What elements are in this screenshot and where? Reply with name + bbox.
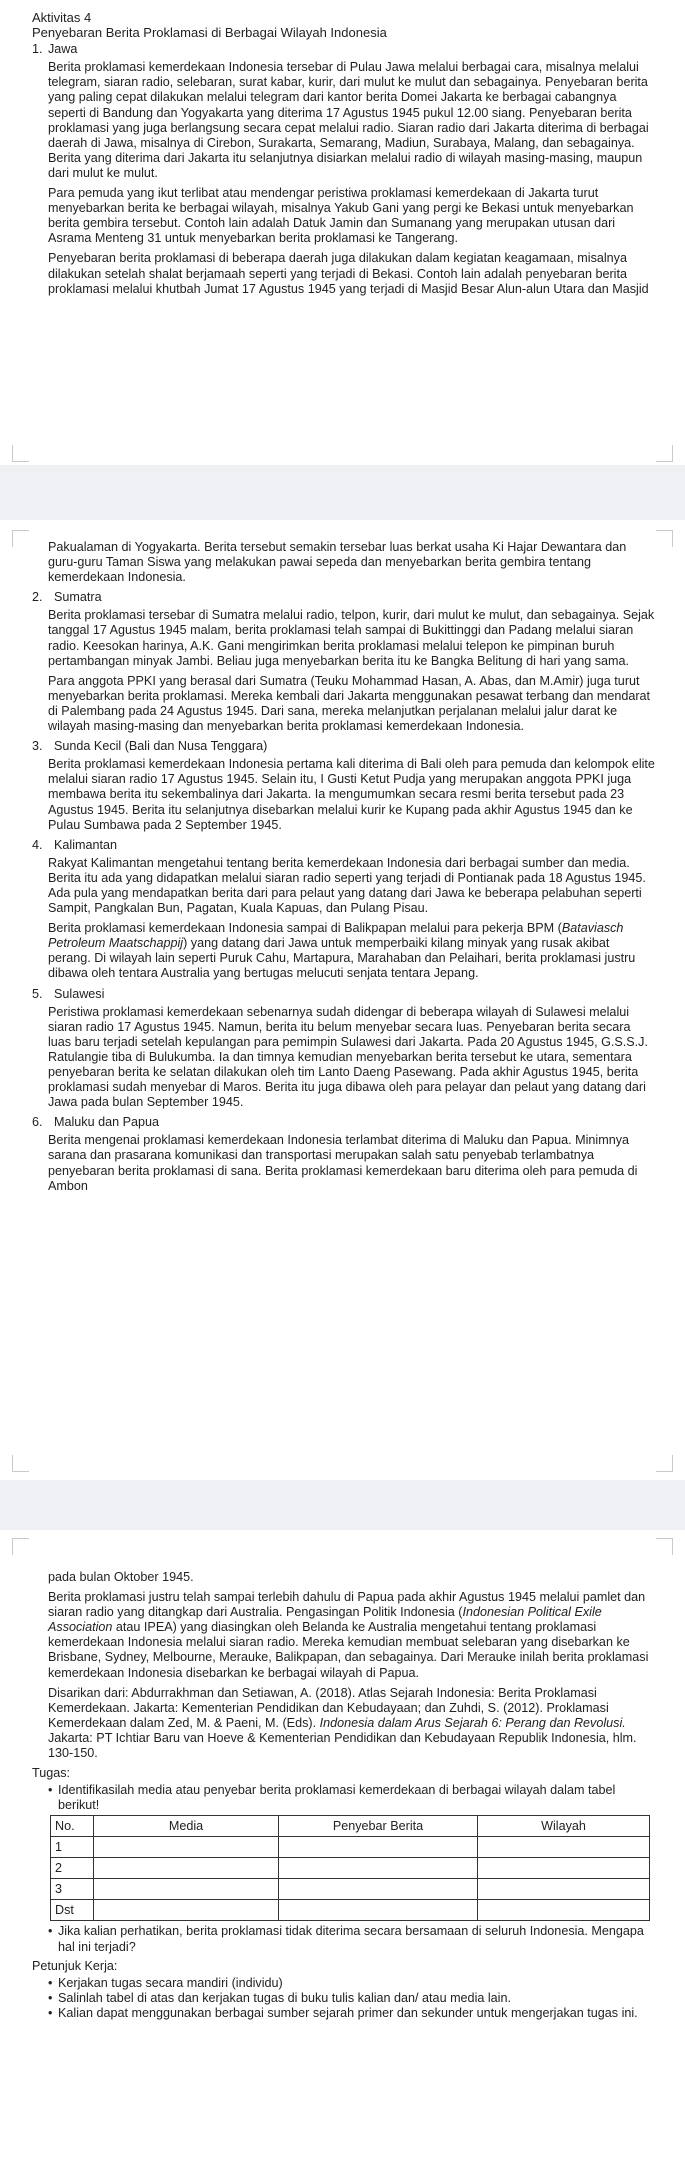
crop-mark [12,1455,29,1472]
paragraph: Para pemuda yang ikut terlibat atau mendengar peristiwa proklamasi kemerdekaan di Jakarta turut menyebarkan berita ke berbagai wilayah, misalnya Yakub Gani yang pergi ke Bekasi untuk menyebarkan berita gembira tersebut. Contoh lain adalah Datuk Jamin dan Sumanang yang merupakan utusan dari Asrama Menteng 31 untuk menyebarkan berita proklamasi ke Tangerang. [48,186,634,246]
section-number: 5. [32,986,43,1001]
table-cell [94,1879,279,1900]
table-cell [94,1858,279,1879]
list-item: • Kalian dapat menggunakan berbagai sumber sejarah primer dan sekunder untuk mengerjakan tugas ini. [48,2006,655,2021]
page-1 [0,0,685,465]
section-title: Jawa [48,42,78,57]
paragraph-papua [32,1590,655,1681]
section-number: 4. [32,837,43,852]
page-gap [0,465,685,520]
italic-term: Bataviasch Petroleum Maatschappij [48,921,624,951]
page-3 [0,1530,685,2166]
table-cell-no: Dst [51,1900,94,1921]
paragraph: Berita proklamasi kemerdekaan Indonesia pertama kali diterima di Bali oleh para pemuda dan kelompok elite melalui siaran radio 17 Agustus 1945. Selain itu, I Gusti Ketut Pudja yang merupakan anggota PPKI juga membawa berita itu sekembalinya dari Jakarta. Ia mengumumkan secara resmi berita tersebut pada 23 Agustus 1945. Berita itu selanjutnya disebarkan melalui kurir ke Kupang pada akhir Agustus 1945 dan ke Pulau Sumbawa pada 2 September 1945. [48,757,655,832]
tugas-list [32,1783,655,1813]
activity-label: Aktivitas 4 [32,10,92,25]
crop-mark [12,445,29,462]
section-heading-sumatra [32,590,655,605]
paragraph: Berita proklamasi tersebar di Sumatra melalui radio, telpon, kurir, dari mulut ke mulut, dan sebagainya. Sejak tanggal 17 Agustus 1945 malam, berita proklamasi telah sampai di Bukittinggi dan Padang melalui siaran radio. Keesokan harinya, A.K. Gani mengirimkan berita proklamasi melalui telepon ke pimpinan buruh pertambangan minyak Jambi. Beliau juga menyebarkan berita itu ke Bangka Belitung di hari yang sama. [48,608,655,668]
page-2-content [32,540,655,1199]
column-header-penyebar: Penyebar Berita [279,1816,478,1837]
table-cell [279,1879,478,1900]
table-cell [279,1837,478,1858]
section-number: 3. [32,739,43,754]
crop-mark [656,1455,673,1472]
page-2 [0,520,685,1480]
table-cell [279,1900,478,1921]
column-header-no: No. [51,1816,94,1837]
paragraph: Berita mengenai proklamasi kemerdekaan Indonesia terlambat diterima di Maluku dan Papua. Minimnya sarana dan prasarana komunikasi dan transportasi merupakan salah satu penyebab terlambatnya penyebaran berita proklamasi di sana. Berita proklamasi kemerdekaan baru diterima oleh para pemuda di Ambon [48,1133,638,1193]
table-row [51,1858,650,1879]
section-number: 6. [32,1115,43,1130]
list-item: • Kerjakan tugas secara mandiri (individu) [48,1976,655,1991]
section-title: Sunda Kecil (Bali dan Nusa Tenggara) [54,739,268,754]
text-run: Disarikan dari: Abdurrakhman dan Setiawan, A. (2018). Atlas Sejarah Indonesia: Berita Proklamasi Kemerdekaan. Jakarta: Kementerian Pendidikan dan Kebudayaan; dan Zuhdi, S. (2012). Proklamasi Kemerdekaan dalam Zed, M. & Paeni, M. (Eds). [48,1685,609,1730]
page-1-content [32,10,655,302]
tugas-intro: • Identifikasilah media atau penyebar berita proklamasi kemerdekaan di berbagai wilayah dalam tabel berikut! [48,1783,655,1813]
paragraph: Penyebaran berita proklamasi di beberapa daerah juga dilakukan dalam kegiatan keagamaan, misalnya dilakukan setelah shalat berjamaah seperti yang terjadi di Bekasi. Contoh lain adalah penyebaran berita proklamasi melalui khutbah Jumat 17 Agustus 1945 yang terjadi di Masjid Besar Alun-alun Utara dan Masjid [48,251,649,296]
page-gap [0,1480,685,1530]
page-title: Penyebaran Berita Proklamasi di Berbagai Wilayah Indonesia [32,25,387,41]
text-run: ) yang datang dari Jawa untuk memperbaiki kilang minyak yang rusak akibat perang. Di wilayah lain seperti Puruk Cahu, Martapura, Marahaban dan Pelaihari, berita proklamasi justru dibawa oleh tentara Australia yang bertugas melucuti senjata tentara Jepang. [48,936,636,981]
column-header-wilayah: Wilayah [478,1816,650,1837]
petunjuk-label: Petunjuk Kerja: [32,1958,118,1973]
section-title: Maluku dan Papua [54,1115,160,1130]
section-title: Sumatra [54,590,102,605]
table-cell [478,1879,650,1900]
table-cell-no: 2 [51,1858,94,1879]
tugas-question: • Jika kalian perhatikan, berita proklamasi tidak diterima secara bersamaan di seluruh Indonesia. Mengapa hal ini terjadi? [48,1924,655,1954]
crop-mark [656,530,673,547]
column-header-media: Media [94,1816,279,1837]
crop-mark [656,445,673,462]
paragraph: Pakualaman di Yogyakarta. Berita tersebut semakin tersebar luas berkat usaha Ki Hajar Dewantara dan guru-guru Taman Siswa yang melakukan pawai sepeda dan menyebarkan berita gembira tentang kemerdekaan Indonesia. [48,540,627,585]
table-cell [279,1858,478,1879]
italic-term: Indonesia dalam Arus Sejarah 6: Perang dan Revolusi. [319,1715,626,1730]
table-cell [94,1837,279,1858]
text-run: Berita proklamasi kemerdekaan Indonesia sampai di Balikpapan melalui para pekerja BPM ( [48,921,562,936]
paragraph: Rakyat Kalimantan mengetahui tentang berita kemerdekaan Indonesia dari berbagai sumber dan media. Berita itu ada yang didapatkan melalui siaran radio seperti yang terjadi di Pontianak pada 18 Agustus 1945. Ada pula yang mendapatkan berita dari para pelaut yang datang dari Jawa ke beberapa pelabuhan seperti Sampit, Pangkalan Bun, Pagatan, Kuala Kapuas, dan Pulang Pisau. [48,855,646,916]
crop-mark [12,530,29,547]
page-3-content [32,1570,655,2021]
table-cell [478,1900,650,1921]
paragraph: Berita proklamasi kemerdekaan Indonesia tersebar di Pulau Jawa melalui berbagai cara, misalnya melalui telegram, siaran radio, selebaran, surat kabar, kurir, dari mulut ke mulut dan sebagainya. Penyebaran berita yang paling cepat dilakukan melalui telegram dari kantor berita Domei Jakarta ke berbagai cabangnya seperti di Bandung dan Yogyakarta yang diterima 17 Agustus 1945 pukul 12.00 siang. Penyebaran berita proklamasi yang juga berlangsung secara cepat melalui radio. Siaran radio dari Jakarta diterima di berbagai daerah di Jawa, misalnya di Cirebon, Surakarta, Semarang, Madiun, Surabaya, Malang, dan sebagainya. Berita yang diterima dari Jakarta itu selanjutnya disiarkan melalui radio di wilayah masing-masing, maupun dari mulut ke mulut. [48,60,649,180]
crop-mark [12,1538,29,1555]
table-row [51,1900,650,1921]
paragraph: pada bulan Oktober 1945. [48,1570,194,1584]
paragraph: Para anggota PPKI yang berasal dari Sumatra (Teuku Mohammad Hasan, A. Abas, dan M.Amir) juga turut menyebarkan berita proklamasi. Mereka kembali dari Jakarta menggunakan pesawat terbang dan mendarat di Palembang pada 24 Agustus 1945. Dari sana, mereka melanjutkan perjalanan melalui jalur darat ke wilayah masing-masing dan menyebarkan berita proklamasi kemerdekaan Indonesia. [48,673,651,734]
crop-mark [656,1538,673,1555]
petunjuk-list [32,1976,655,2021]
section-heading-sunda-kecil [32,739,655,754]
table-cell [94,1900,279,1921]
section-heading-sulawesi [32,987,655,1002]
table-cell-no: 3 [51,1879,94,1900]
section-heading-maluku-papua [32,1115,655,1130]
source-citation [32,1686,655,1761]
table-cell-no: 1 [51,1837,94,1858]
text-run: Jakarta: PT Ichtiar Baru van Hoeve & Kementerian Pendidikan dan Kebudayaan Republik Indonesia, hlm. 130-150. [48,1730,637,1761]
tugas-question-list [32,1924,655,1954]
tugas-table [50,1815,650,1921]
text-run: Berita proklamasi justru telah sampai terlebih dahulu di Papua pada akhir Agustus 1945 melalui pamlet dan siaran radio yang ditangkap dari Australia. Pengasingan Politik Indonesia ( [48,1590,646,1620]
tugas-label: Tugas: [32,1766,71,1781]
section-heading-jawa [32,42,655,57]
section-heading-kalimantan [32,838,655,853]
paragraph: Peristiwa proklamasi kemerdekaan sebenarnya sudah didengar di beberapa wilayah di Sulawesi melalui siaran radio 17 Agustus 1945. Namun, berita itu belum menyebar secara luas. Penyebaran berita secara luas baru terjadi setelah kepulangan para pemimpin Sulawesi dari Jakarta. Pada 20 Agustus 1945, G.S.S.J. Ratulangie tiba di Bulukumba. Ia dan timnya kemudian menyebarkan berita tersebut ke utara, sementara penyebaran berita ke selatan dilakukan oleh tim Lanto Daeng Pasewang. Pada akhir Agustus 1945, berita proklamasi sudah menyebar di Maros. Berita itu juga dibawa oleh para pelayar dan pelaut yang datang dari Jawa pada bulan September 1945. [48,1004,648,1110]
section-number: 2. [32,590,43,605]
text-run: atau IPEA) yang diasingkan oleh Belanda ke Australia mengetahui tentang proklamasi kemerdekaan Indonesia melalui siaran radio. Mereka kemudian membuat selebaran yang disebarkan ke Brisbane, Sydney, Melbourne, Merauke, Balikpapan, dan sebagainya. Dari Merauke inilah berita proklamasi kemerdekaan Indonesia disebarkan ke berbagai wilayah di Papua. [48,1620,649,1680]
list-item: • Salinlah tabel di atas dan kerjakan tugas di buku tulis kalian dan/ atau media lain. [48,1991,655,2006]
paragraph-bpm [32,921,655,981]
italic-term: Indonesian Political Exile Association [48,1605,602,1635]
table-cell [478,1858,650,1879]
table-cell [478,1837,650,1858]
table-row [51,1879,650,1900]
section-title: Sulawesi [54,986,105,1001]
table-row [51,1837,650,1858]
section-title: Kalimantan [54,837,118,852]
table-header-row [51,1816,650,1837]
section-number: 1. [32,42,43,57]
